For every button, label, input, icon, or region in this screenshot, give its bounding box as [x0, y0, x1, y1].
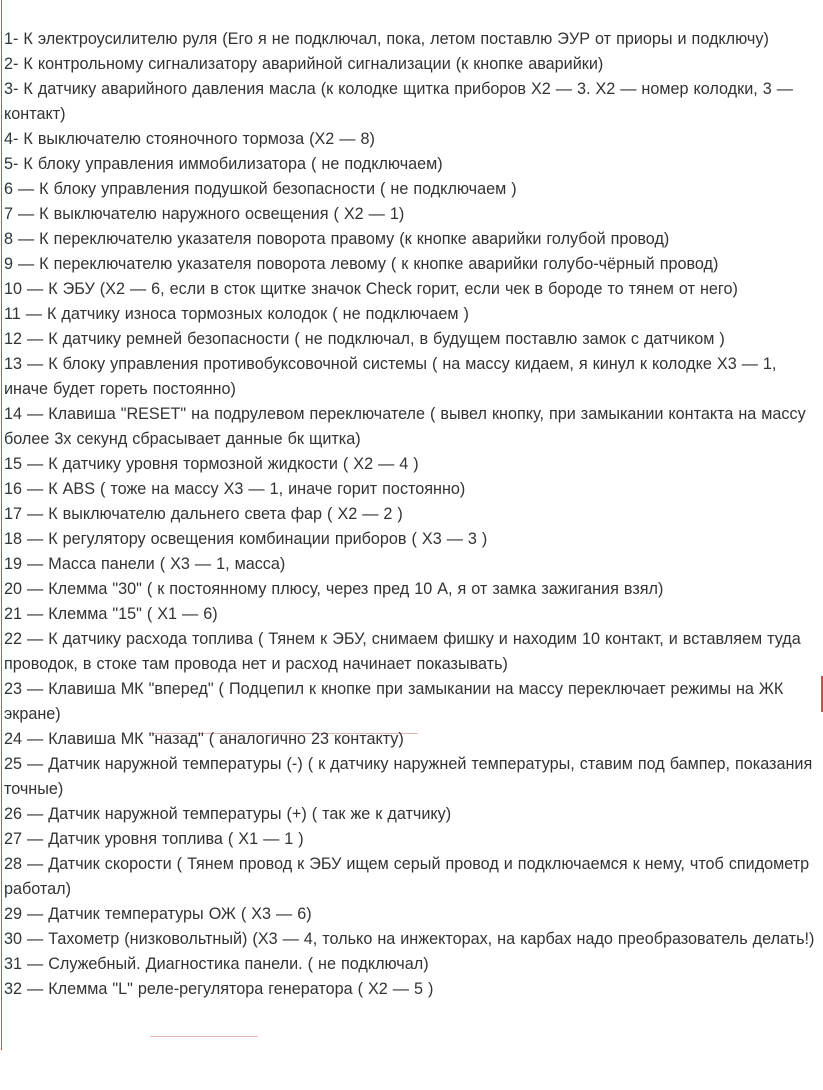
list-item: 14 — Клавиша "RESET" на подрулевом переключателе ( вывел кнопку, при замыкании контакта на массу более 3х секунд сбрасывает данные бк щитка): [4, 405, 806, 448]
divider-line: [150, 1036, 258, 1037]
list-item: 13 — К блоку управления противобуксовочной системы ( на массу кидаем, я кинул к колодке Х3 — 1, иначе будет гореть постоянно): [4, 355, 777, 398]
list-item: 3- К датчику аварийного давления масла (к колодке щитка приборов Х2 — 3. Х2 — номер колодки, 3 — контакт): [4, 80, 793, 123]
list-item: 6 — К блоку управления подушкой безопасности ( не подключаем ): [4, 180, 517, 198]
list-item: 23 — Клавиша МК "вперед" ( Подцепил к кнопке при замыкании на массу переключает режимы на ЖК экране): [4, 680, 784, 723]
list-item: 27 — Датчик уровня топлива ( Х1 — 1 ): [4, 830, 304, 848]
list-item: 5- К блоку управления иммобилизатора ( не подключаем): [4, 155, 443, 173]
list-item: 7 — К выключателю наружного освещения ( Х2 — 1): [4, 205, 405, 223]
list-item: 29 — Датчик температуры ОЖ ( Х3 — 6): [4, 905, 312, 923]
left-margin-rule: [1, 0, 2, 1050]
list-item: 19 — Масса панели ( Х3 — 1, масса): [4, 555, 286, 573]
list-item: 11 — К датчику износа тормозных колодок ( не подключаем ): [4, 305, 469, 323]
list-item: 12 — К датчику ремней безопасности ( не подключал, в будущем поставлю замок с датчиком ): [4, 330, 725, 348]
list-item: 28 — Датчик скорости ( Тянем провод к ЭБУ ищем серый провод и подключаемся к нему, чтоб спидометр работал): [4, 855, 810, 898]
list-item: 1- К электроусилителю руля (Его я не подключал, пока, летом поставлю ЭУР от приоры и подключу): [4, 30, 769, 48]
list-item: 18 — К регулятору освещения комбинации приборов ( Х3 — 3 ): [4, 530, 488, 548]
list-item: 25 — Датчик наружной температуры (-) ( к датчику наружней температуры, ставим под бампер, показания точные): [4, 755, 813, 798]
list-item: 2- К контрольному сигнализатору аварийной сигнализации (к кнопке аварийки): [4, 55, 604, 73]
list-item: 21 — Клемма "15" ( Х1 — 6): [4, 605, 218, 623]
list-item: 16 — К ABS ( тоже на массу Х3 — 1, иначе горит постоянно): [4, 480, 466, 498]
list-item: 9 — К переключателю указателя поворота левому ( к кнопке аварийки голубо-чёрный провод): [4, 255, 719, 273]
list-item: 17 — К выключателю дальнего света фар ( Х2 — 2 ): [4, 505, 403, 523]
list-item: 24 — Клавиша МК "назад" ( аналогично 23 контакту): [4, 730, 404, 748]
list-item: 4- К выключателю стояночного тормоза (Х2 — 8): [4, 130, 375, 148]
list-item: 15 — К датчику уровня тормозной жидкости ( Х2 — 4 ): [4, 455, 419, 473]
list-item: 31 — Служебный. Диагностика панели. ( не подключал): [4, 955, 429, 973]
list-item: 30 — Тахометр (низковольтный) (Х3 — 4, только на инжекторах, на карбах надо преобразователь делать!): [4, 930, 815, 948]
list-item: 20 — Клемма "30" ( к постоянному плюсу, через пред 10 А, я от замка зажигания взял): [4, 580, 664, 598]
list-item: 8 — К переключателю указателя поворота правому (к кнопке аварийки голубой провод): [4, 230, 670, 248]
list-item: 22 — К датчику расхода топлива ( Тянем к ЭБУ, снимаем фишку и находим 10 контакт, и вставляем туда проводок, в стоке там провода нет и расход начинает показывать): [4, 630, 801, 673]
list-item: 10 — К ЭБУ (Х2 — 6, если в сток щитке значок Check горит, если чек в бороде то тянем от него): [4, 280, 738, 298]
list-item: 26 — Датчик наружной температуры (+) ( так же к датчику): [4, 805, 452, 823]
pinout-list: [4, 27, 819, 1002]
list-item: 32 — Клемма "L" реле-регулятора генератора ( Х2 — 5 ): [4, 980, 434, 998]
